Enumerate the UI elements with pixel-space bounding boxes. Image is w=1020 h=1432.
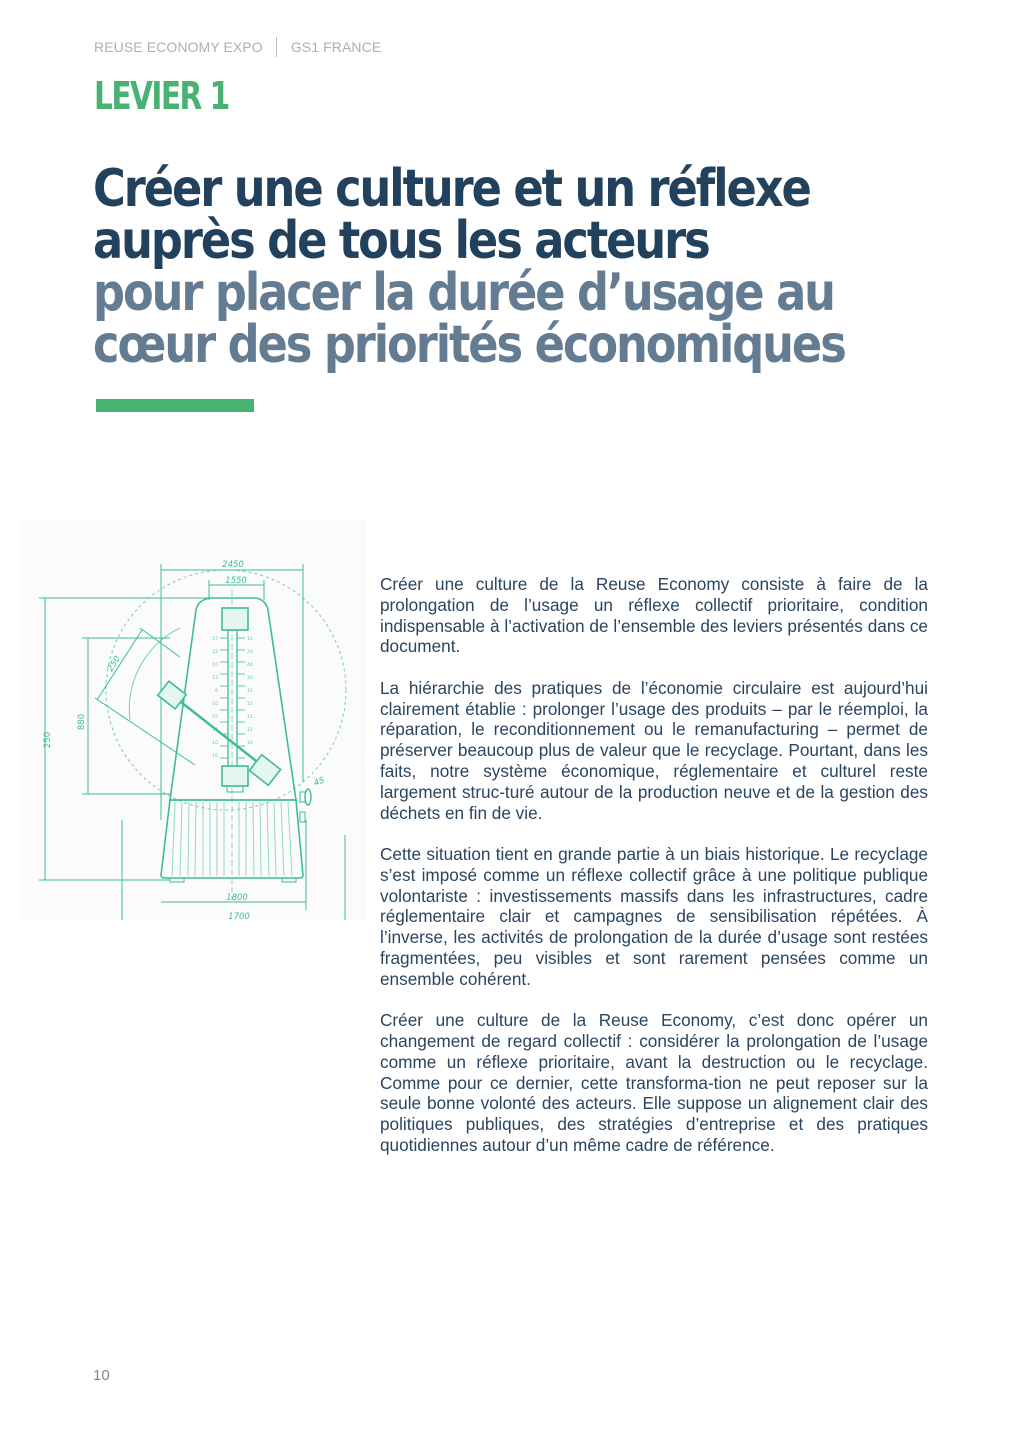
scale-label-right: 15: [247, 702, 253, 707]
scale-label-left: 10: [212, 741, 218, 746]
dim-label-pendulum: 250: [105, 654, 123, 674]
subtitle-line-2: cœur des priorités économiques: [93, 315, 845, 375]
scale-label-right: 12: [247, 728, 253, 733]
paragraph: Créer une culture de la Reuse Economy consiste à faire de la prolongation de l’usage un réflexe collectif prioritaire, condition indispensable à l’activation de l’ensemble des leviers présentés dans ce document.: [380, 574, 928, 657]
scale-label-right: 11: [247, 715, 253, 720]
scale-label-left: 15: [212, 715, 218, 720]
scale-label-left: 10: [212, 754, 218, 759]
scale-label-left: 27: [212, 637, 218, 642]
header-organization: GS1 FRANCE: [290, 39, 382, 55]
scale-label-right: 20: [247, 650, 253, 655]
scale-label-left: 10: [212, 663, 218, 668]
page-title: [93, 159, 867, 375]
scale-label-left: 13: [212, 676, 218, 681]
running-header: [94, 37, 381, 57]
page-number: 10: [93, 1367, 110, 1384]
dim-label-bottom: 1800: [226, 893, 248, 903]
subtitle-line-1: pour placer la durée d’usage au: [93, 263, 834, 323]
bottom-weight: [222, 766, 248, 786]
dim-label-left-outer: 250: [43, 731, 53, 749]
header-divider: [276, 37, 277, 57]
scale-label-right: 10: [247, 741, 253, 746]
accent-bar: [96, 399, 254, 412]
scale-label-left: 10: [212, 728, 218, 733]
scale-label-left: 10: [212, 702, 218, 707]
top-weight: [222, 608, 248, 630]
dim-label-bottom-cut: 1700: [228, 912, 250, 920]
header-publication: REUSE ECONOMY EXPO: [94, 39, 263, 55]
winding-knob: [305, 789, 311, 805]
scale-label-right: 15: [247, 637, 253, 642]
dim-label-left-inner: 880: [77, 713, 87, 731]
paragraph: Créer une culture de la Reuse Economy, c’est donc opérer un changement de regard collectif : considérer la prolongation de l’usage comme un réflexe prioritaire, avant la destruction ou le recyclage. Comme pour ce dernier, cette transforma-tion ne peut reposer sur la seule bonne volonté des acteurs. Elle suppose un alignement clair des politiques publiques, des stratégies d’entreprise et des pratiques quotidiennes autour d’un même cadre de référence.: [380, 1010, 928, 1155]
metronome-drawing-icon: [20, 520, 366, 920]
dim-label-top-outer: 2450: [222, 560, 244, 570]
title-line-2: auprès de tous les acteurs: [93, 211, 709, 271]
body-text: [380, 574, 928, 1176]
scale-label-right: 10: [247, 676, 253, 681]
scale-label-right: 15: [247, 689, 253, 694]
scale-label-left: 6: [215, 689, 218, 694]
pendulum-weight-upper: [158, 681, 186, 709]
scale-label-left: 22: [212, 650, 218, 655]
section-label: LEVIER 1: [94, 74, 229, 118]
scale-label-right: 44: [247, 663, 253, 668]
metronome-illustration: [20, 520, 366, 920]
paragraph: Cette situation tient en grande partie à un biais historique. Le recyclage s’est imposé comme un réflexe collectif grâce à une politique publique volontariste : investissements massifs dans les infrastructures, cadre réglementaire clair et campagnes de sensibilisation répétées. À l’inverse, les activités de prolongation de la durée d’usage sont restées fragmentées, peu visibles et sont rarement pensées comme un ensemble cohérent.: [380, 843, 928, 989]
paragraph: La hiérarchie des pratiques de l’économie circulaire est aujourd’hui clairement établie : prolonger l’usage des produits – par le réemploi, la réparation, le reconditionnement ou le remanufacturing – permet de préserver beaucoup plus de valeur que le recyclage. Pourtant, dans les faits, notre système économique, réglementaire et culturel reste largement struc-turé autour de la production neuve et de la gestion des déchets en fin de vie.: [380, 677, 928, 823]
title-line-1: Créer une culture et un réflexe: [93, 159, 810, 219]
dim-label-angle: 45: [312, 775, 327, 789]
dim-label-top-inner: 1550: [225, 576, 247, 586]
